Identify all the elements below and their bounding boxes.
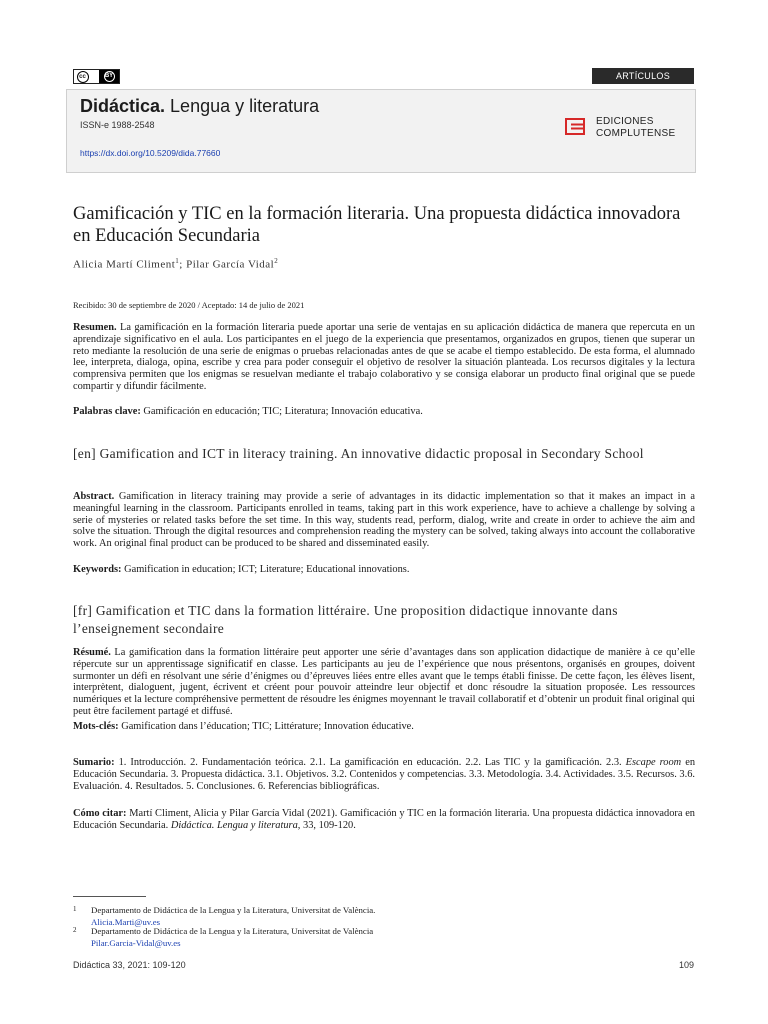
received-accepted-dates: Recibido: 30 de septiembre de 2020 / Aceptado: 14 de julio de 2021 xyxy=(73,300,305,310)
publisher-name: EDICIONES COMPLUTENSE xyxy=(596,116,676,139)
journal-title: Didáctica. Lengua y literatura xyxy=(80,96,320,116)
abstract-paragraph: Abstract. Gamification in literacy training may provide a serie of advantages in its didactic implementation so that it makes an impact in a meaningful learning in the classroom. Participants enrolled in teams, taking part in this work experience, have to achieve a challenge by solving a serie of mysteries or related tasks before the set time. In this way, students read, perform, dialog, write and create in order to achieve the aim and solve the situation. Through the digital resources and comprehension reading the mystery can be solved, taking always into account the collaborative work. An original final product can be produced to be shared and disseminated easily. xyxy=(73,491,695,550)
by-icon: BY xyxy=(99,70,119,83)
footnote-1-email[interactable]: Alicia.Marti@uv.es xyxy=(91,916,161,927)
doi-link[interactable]: https://dx.doi.org/10.5209/dida.77660 xyxy=(80,148,221,158)
footnote-2-email[interactable]: Pilar.Garcia-Vidal@uv.es xyxy=(91,937,181,948)
resumen-paragraph: Resumen. La gamificación en la formación literaria puede aportar una serie de ventajas en su aplicación didáctica de manera que repercuta en un aprendizaje significativo en el aula. Los participantes en el juego de la experiencia que presentamos, organizados en grupos, tienen que superar un reto mediante la resolución de una serie de enigmas o pruebas relacionadas antes de que se acabe el tiempo establecido. De esta forma, el alumnado lee, interpreta, dialoga, opina, escribe y crea para poder conseguir el objetivo de resolver la situación planteada. Los recursos digitales y la lectura comprensiva permiten que los enigmas se resuelvan mediante el trabajo colaborativo y se consiga elaborar un producto final original que se puede compartir y difundir fácilmente. xyxy=(73,322,695,392)
mots-cles: Mots-clés: Gamification dans l’éducation; TIC; Littérature; Innovation éducative. xyxy=(73,721,414,732)
page-number: 109 xyxy=(679,960,695,970)
keywords: Keywords: Gamification in education; ICT; Literature; Educational innovations. xyxy=(73,564,410,575)
palabras-clave: Palabras clave: Gamificación en educación; TIC; Literatura; Innovación educativa. xyxy=(73,406,423,417)
sumario-paragraph: Sumario: 1. Introducción. 2. Fundamentación teórica. 2.1. La gamificación en educación. 2.2. Las TIC y la gamificación. 2.3. Escape room en Educación Secundaria. 3. Propuesta didáctica. 3.1. Objetivos. 3.2. Contenidos y competencias. 3.3. Metodología. 3.4. Actividades. 3.5. Recursos. 3.6. Evaluación. 4. Resultados. 5. Conclusiones. 6. Referencias bibliográficas. xyxy=(73,757,696,792)
cc-icon: cc xyxy=(74,70,91,83)
como-citar-paragraph: Cómo citar: Martí Climent, Alicia y Pilar García Vidal (2021). Gamificación y TIC en la formación literaria. Una propuesta didáctica innovadora en Educación Secundaria. Didáctica. Lengua y literatura, 33, 109-120. xyxy=(73,808,696,831)
cc-by-license-badge[interactable] xyxy=(73,69,120,84)
article-title: Gamificación y TIC en la formación literaria. Una propuesta didáctica innovadora en Educación Secundaria xyxy=(73,204,681,246)
footer-citation: Didáctica 33, 2021: 109-120 xyxy=(73,960,186,970)
journal-issn: ISSN-e 1988-2548 xyxy=(80,120,155,130)
footnote-divider xyxy=(73,896,146,897)
section-tag: ARTÍCULOS xyxy=(592,68,694,84)
english-title-heading: [en] Gamification and ICT in literacy training. An innovative didactic proposal in Secondary School xyxy=(73,446,644,461)
resume-paragraph: Résumé. La gamification dans la formation littéraire peut apporter une série d’avantages dans son application didactique de manière à ce qu’elle répercute sur un apprentissage significatif en classe. Les participants au jeu de l’expérience que nous présentons, organisés en groupes, doivent surmonter un défi en résolvant une série d’énigmes ou d’épreuves liées entre elles avant que le temps établi finisse. De cette façon, les élèves lisent, interprètent, dialoguent, jugent, écrivent et créent pour pouvoir atteindre leur objectif et donc résoudre la situation proposée. Les ressources numériques et la lecture compréhensive permettent de résoudre les énigmes moyennant le travail collaboratif et d’obtenir un produit final original qui peut être facilement partagé et diffusé. xyxy=(73,647,695,717)
french-title-heading: [fr] Gamification et TIC dans la formation littéraire. Une proposition didactique innovante dans l’enseignement secondaire xyxy=(73,603,618,636)
ediciones-complutense-logo-icon xyxy=(565,118,585,135)
authors: Alicia Martí Climent$^1$; Pilar García Vidal$^2$ xyxy=(73,257,279,271)
